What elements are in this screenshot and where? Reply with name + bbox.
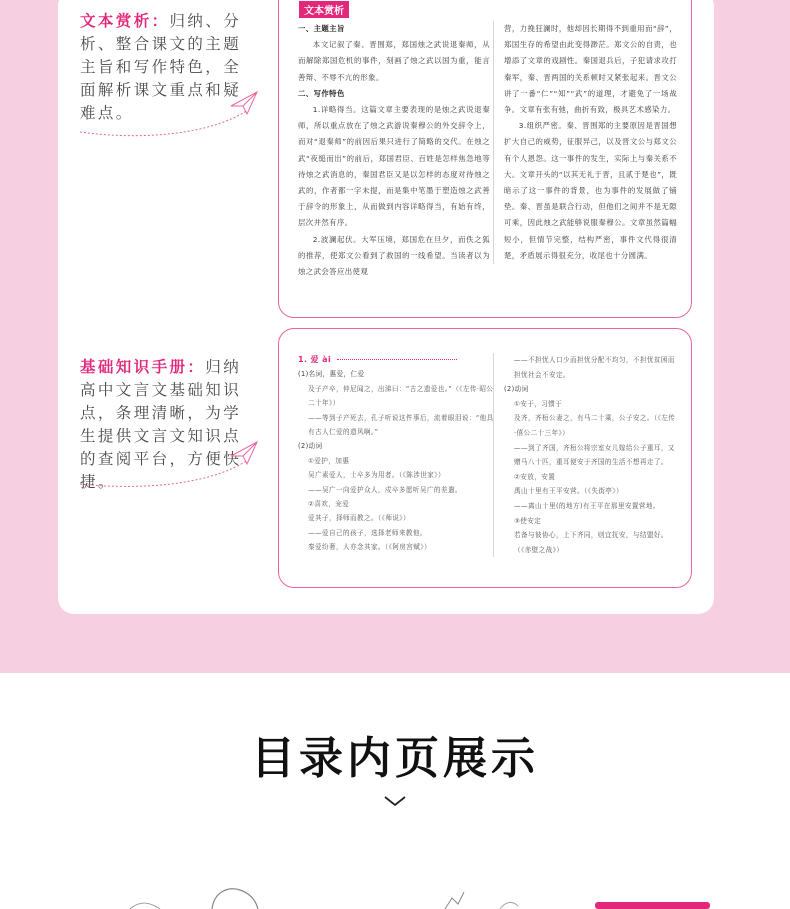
dotted-leader (337, 359, 457, 360)
entry-line: ——不担忧人口少而担忧分配不均匀，不担忧贫困而担忧社会不安定。 (514, 356, 675, 379)
paragraph: 本文记叙了秦、晋围郑，郑国烛之武说退秦师，从而解除郑国危机的事件，刻画了烛之武以国为重，能言善辩、不辱不亢的形象。 (298, 40, 490, 82)
entry-line: 吴广素爱人，士卒多为用者。（《陈涉世家》） (308, 471, 445, 480)
entry-line: 及子产卒，仲尼闻之，出涕曰：“古之遗爱也。”（《左传·昭公二十年》） (308, 384, 494, 408)
entry-line: 秦爱纷奢，人亦念其家。（《阿房宫赋》） (308, 543, 431, 552)
panel-right-column (493, 353, 677, 557)
paragraph: 3.组织严密。秦、晋围郑的主要原因是晋国想扩大自己的威势，征服异己，以及晋文公与郑文公有个人恩怨。这一事件的发生，实际上与秦关系不大。文章开头的“以其无礼于晋，且贰于楚也”，既暗示了这一事件的背景，也为事件的发展做了铺垫。秦、晋虽是联合行动，但他们之间并不是无隙可乘，因此烛之武能够说服秦穆公。文章虽然篇幅短小，但情节完整，结构严密，事件文代得很清楚，矛盾展示得很充分，收尾也十分圆满。 (504, 121, 677, 260)
entry-line: ——离山十里(的地方)有王平在那里安置营地。 (514, 501, 660, 510)
pink-bar (595, 902, 710, 909)
entry-line: 若备与彼协心，上下齐同，则宜抚安，与结盟好。（《赤壁之战》） (514, 531, 668, 554)
note-label: 基础知识手册： (80, 357, 206, 376)
heading: 一、主题主旨 (298, 24, 345, 33)
paper-plane-icon (229, 440, 259, 466)
entry-line: 禹山十里有王平安营。（《失街亭》） (514, 487, 623, 496)
entry-line: ——到了齐国，齐桓公将宗室女儿嫁给公子重耳，又赠马八十匹，重耳便安于齐国的生活不想再走了。 (514, 443, 675, 467)
text-appreciation-panel (278, 0, 692, 318)
sketch-illustration (0, 880, 790, 909)
entry-line: (2)动词 (504, 385, 529, 394)
panel-left-column (298, 353, 494, 555)
entry-line: ——爱自己的孩子，选择老师来教他。 (308, 528, 427, 537)
entry-line: ①爱护，加惠 (308, 456, 350, 465)
paper-plane-icon (229, 90, 259, 116)
section-tag: 文本赏析 (299, 1, 349, 18)
basic-handbook-panel (278, 328, 692, 588)
paragraph: 2.波澜起伏。大军压境，郑国危在旦夕，而佚之狐的推荐，使郑文公看到了救国的一线希望。当读者以为烛之武会答应出使观 (298, 234, 490, 277)
heading: 二、写作特色 (298, 88, 345, 98)
section-title: 目录内页展示 (251, 733, 539, 784)
entry-line: ①安于，习惯于 (514, 399, 563, 408)
entry-line: ③使安定 (514, 516, 542, 525)
panel-right-column (493, 21, 677, 264)
entry-line: ——等到子产死去，孔子听说这件事后，流着眼泪说：“他具有古人仁爱的遗风啊。” (308, 413, 494, 437)
entry-line: (2)动词 (298, 442, 323, 451)
entry-line: 及齐，齐桓公妻之，有马二十乘，公子安之。（《左传·僖公二十三年》） (514, 414, 676, 437)
paragraph: 营，力挽狂澜时，他却因长期得不到重用而“辞”，郑国生存的希望由此变得渺茫。郑文公的自责，也增添了文章的戏剧性。秦国退兵后，子犯请求攻打秦军，秦、晋两国的关系顿时又紧张起来。晋文公讲了一番“仁”“知”“武”的道理，才避免了一场战争。文章有张有弛，曲折有致，极具艺术感染力。 (504, 24, 677, 115)
entry-line: ——吴广一向爱护众人，戍卒多愿听吴广的差遣。 (308, 485, 462, 494)
entry-line: 爱其子，择师而教之。（《师说》） (308, 514, 410, 523)
note-body: 归纳高中文言文基础知识点，条理清晰，为学生提供文言文知识点的查阅平台，方便快捷。 (80, 358, 242, 491)
note-body: 归纳、分析、整合课文的主题主旨和写作特色，全面解析课文重点和疑难点。 (80, 12, 242, 122)
entry-line: ②安放，安置 (514, 472, 556, 481)
paragraph: 1.详略得当。这篇文章主要表现的是烛之武说退秦师，所以重点放在了烛之武游说秦穆公的外交辞令上，而对“退秦师”的前因后果只进行了简略的交代。在烛之武“夜缒而出”的前后，郑国君臣、百姓是怎样焦急地等待烛之武消息的，秦国君臣又是以怎样的态度对待烛之武的，作者都一字未提，而是集中笔墨于塑造烛之武善于辞令的形象上，从而做到内容详略得当，有始有终，层次井然有序。 (298, 105, 490, 228)
entry-heading (298, 353, 494, 367)
entry-line: (1)名词，惠爱，仁爱 (298, 370, 365, 379)
entry-line: ②喜欢，宠爱 (308, 500, 350, 509)
panel-left-column (298, 21, 490, 280)
chevron-down-icon (383, 795, 407, 807)
entry-word: 1. 爱 ài (298, 355, 332, 364)
note-label: 文本赏析： (80, 11, 170, 30)
